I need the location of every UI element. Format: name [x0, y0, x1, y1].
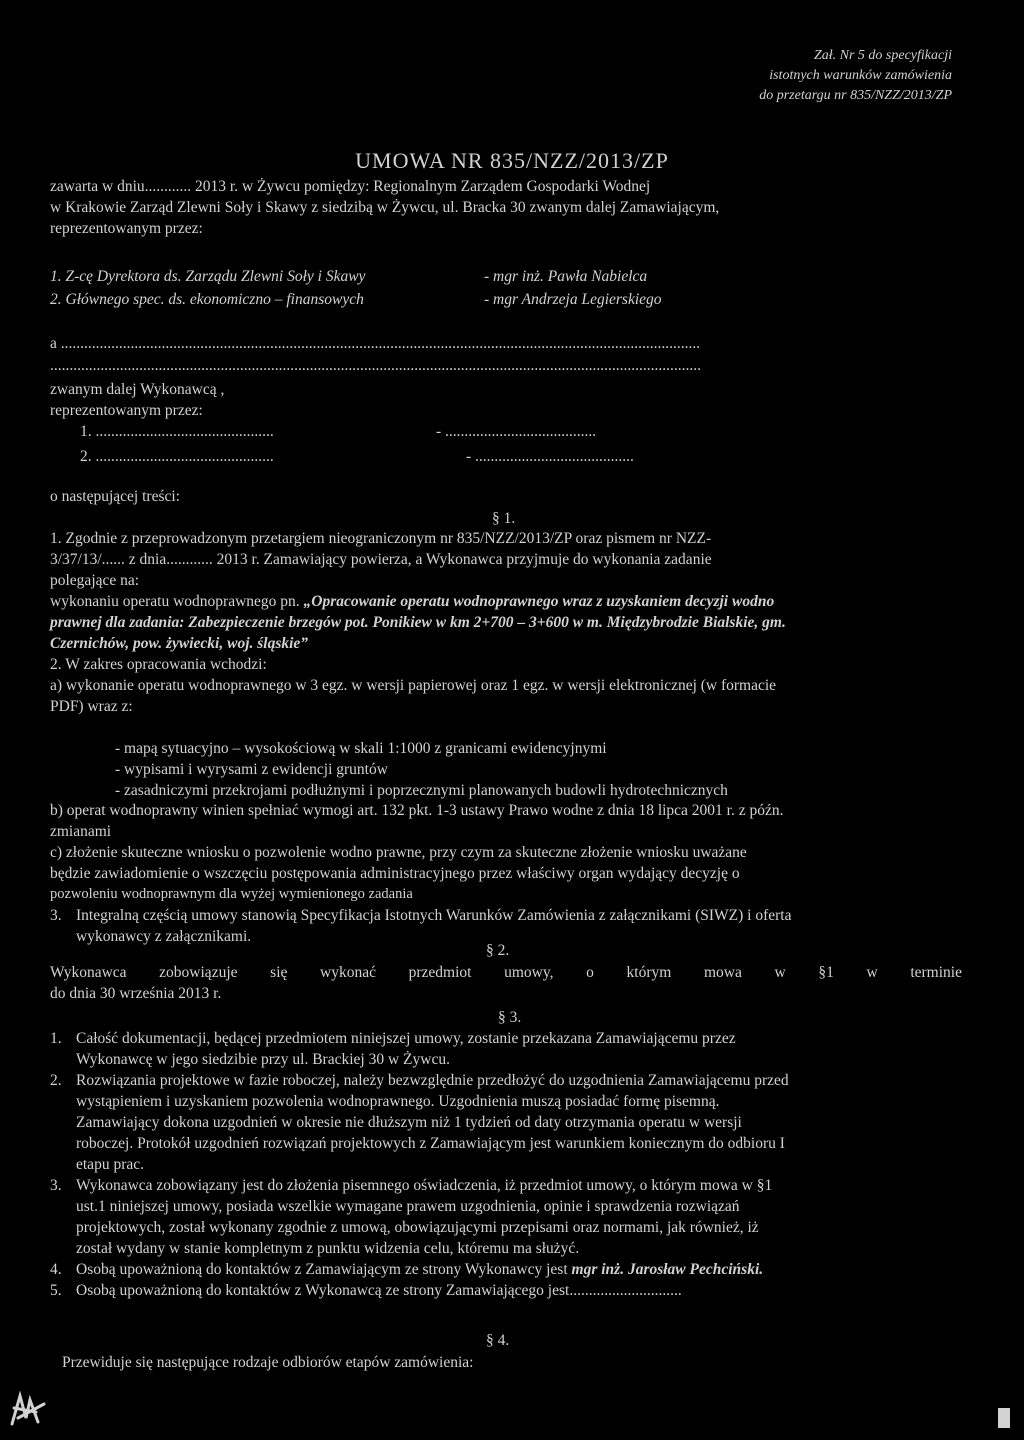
s1-item-3-num: 3. [50, 907, 62, 924]
s1-item-3 [50, 905, 962, 926]
contractor-rep-1-name: - ....................................... [436, 423, 597, 440]
contractor-rep-2-name: - ......................................... [466, 448, 634, 465]
s1-item-3-text: Integralną częścią umowy stanowią Specyfikacja Istotnych Warunków Zamówienia z załącznikami (SIWZ) i oferta [76, 907, 792, 924]
header-line-1: Zał. Nr 5 do specyfikacji [813, 48, 952, 63]
s1-item-c-2: będzie zawiadomienie o wszczęciu postępowania administracyjnego przez właściwy organ wydający decyzję o [50, 865, 740, 882]
intro-line-2: w Krakowie Zarząd Zlewni Soły i Skawy z siedzibą w Żywcu, ul. Bracka 30 zwanym dalej Zamawiającym, [50, 199, 720, 216]
s3-item-3-line-4: został wydany w stanie kompletnym z punktu widzenia celu, któremu ma służyć. [76, 1240, 580, 1257]
s1-task-title: „Opracowanie operatu wodnoprawnego wraz z uzyskaniem decyzji wodno [303, 593, 775, 610]
s3-item-1-num: 1. [50, 1030, 62, 1047]
s1-item-a-1: a) wykonanie operatu wodnoprawnego w 3 egz. w wersji papierowej oraz 1 egz. w wersji elektronicznej (w formacie [50, 677, 777, 694]
section-2-heading: § 2. [486, 942, 510, 959]
s1-line-4 [50, 591, 962, 612]
contract-title: UMOWA NR 835/NZZ/2013/ZP [355, 148, 669, 173]
s3-item-5-text: Osobą upoważnioną do kontaktów z Wykonawcą ze strony Zamawiającego jest............................. [76, 1282, 682, 1299]
s1-bullet-3: - zasadniczymi przekrojami podłużnymi i poprzecznymi planowanych budowli hydrotechnicznych [115, 782, 728, 799]
contractor-represented: reprezentowanym przez: [50, 402, 203, 419]
section-1-heading: § 1. [492, 510, 516, 527]
header-line-3: do przetargu nr 835/NZZ/2013/ZP [759, 88, 952, 103]
s3-item-3-line-1: Wykonawca zobowiązany jest do złożenia pisemnego oświadczenia, iż przedmiot umowy, o którym mowa w §1 [76, 1177, 773, 1194]
header-line-2: istotnych warunków zamówienia [769, 68, 952, 83]
s3-item-2-line-5: etapu prac. [76, 1156, 144, 1173]
representative-2-name: - mgr Andrzeja Legierskiego [484, 291, 662, 308]
contractor-line-b: ........................................................................................................................................................................ [50, 357, 701, 374]
section-1-body-cont [50, 800, 962, 947]
s1-item-b-1: b) operat wodnoprawny winien spełniać wymogi art. 132 pkt. 1-3 ustawy Prawo wodne z dnia 18 lipca 2001 r. z późn. [50, 802, 784, 819]
intro-paragraph [50, 176, 962, 239]
signature-scribble-icon [8, 1378, 52, 1428]
s3-item-2-line-2: wystąpieniem i uzyskaniem pozwolenia wodnoprawnego. Uzgodnienia muszą posiadać formę pisemną. [76, 1093, 720, 1110]
s1-scope: 2. W zakres opracowania wchodzi: [50, 656, 267, 673]
s3-item-1-line-1: Całość dokumentacji, będącej przedmiotem niniejszej umowy, zostanie przekazana Zamawiającemu przez [76, 1030, 736, 1047]
s1-task-lead: wykonaniu operatu wodnoprawnego pn. [50, 593, 304, 610]
contractor-line-a: a ..................................................................................................................................................................... [50, 335, 701, 352]
representative-1-role: 1. Z-cę Dyrektora ds. Zarządu Zlewni Soły i Skawy [50, 268, 366, 285]
contractor-called: zwanym dalej Wykonawcą , [50, 381, 225, 398]
section-3-body [50, 1028, 962, 1301]
content-label: o następującej treści: [50, 488, 180, 505]
s1-bullet-list [115, 738, 955, 801]
s1-line-3: polegające na: [50, 572, 140, 589]
representative-1-name: - mgr inż. Pawła Nabielca [484, 268, 648, 285]
representative-2-role: 2. Głównego spec. ds. ekonomiczno – finansowych [50, 291, 364, 308]
s2-line-1: Wykonawca zobowiązuje się wykonać przedmiot umowy, o którym mowa w §1 w terminie [50, 964, 962, 981]
s3-item-4-text: Osobą upoważnioną do kontaktów z Zamawiającym ze strony Wykonawcy jest [76, 1261, 572, 1278]
s1-line-6: Czernichów, pow. żywiecki, woj. śląskie” [50, 635, 309, 652]
s1-bullet-1: - mapą sytuacyjno – wysokościową w skali 1:1000 z granicami ewidencyjnymi [115, 740, 607, 757]
attachment-header [759, 46, 952, 106]
s3-item-2-line-4: roboczej. Protokół uzgodnień rozwiązań projektowych z Zamawiającym jest warunkiem koniecznym do odbioru I [76, 1135, 785, 1152]
section-1-body [50, 528, 962, 717]
s1-item-3-cont: wykonawcy z załącznikami. [76, 928, 252, 945]
s3-item-4-num: 4. [50, 1261, 62, 1278]
s3-item-2-line-3: Zamawiający dokona uzgodnień w okresie nie dłuższym niż 1 tydzień od daty otrzymania operatu w wersji [76, 1114, 742, 1131]
s1-line-2: 3/37/13/...... z dnia............ 2013 r. Zamawiający powierza, a Wykonawca przyjmuje do wykonania zadanie [50, 551, 712, 568]
section-2-body [50, 962, 962, 1004]
intro-line-1: zawarta w dniu............ 2013 r. w Żywcu pomiędzy: Regionalnym Zarządem Gospodarki Wodnej [50, 178, 651, 195]
s1-line-5: prawnej dla zadania: Zabezpieczenie brzegów pot. Ponikiew w km 2+700 – 3+600 w m. Międzybrodzie Bialskie, gm. [50, 614, 786, 631]
s1-line-1: 1. Zgodnie z przeprowadzonym przetargiem nieograniczonym nr 835/NZZ/2013/ZP oraz pismem nr NZZ- [50, 530, 712, 547]
contractor-rep-2: 2. .............................................. [80, 448, 274, 465]
s3-item-2-line-1: Rozwiązania projektowe w fazie roboczej, należy bezwzględnie przedłożyć do uzgodnienia Zamawiającemu przed [76, 1072, 789, 1089]
s3-item-3 [50, 1175, 962, 1259]
contractor-rep-1: 1. .............................................. [80, 423, 274, 440]
s1-item-b-2: zmianami [50, 823, 112, 840]
s3-item-5 [50, 1280, 962, 1301]
s3-item-2-num: 2. [50, 1072, 62, 1089]
s3-item-2 [50, 1070, 962, 1175]
s3-item-3-line-3: projektowych, został wykonany zgodnie z umową, obowiązującymi przepisami oraz normami, jak również, iż [76, 1219, 759, 1236]
s3-item-3-line-2: ust.1 niniejszej umowy, posiada wszelkie wymagane prawem uzgodnienia, opinie i sprawdzenia rozwiązań [76, 1198, 740, 1215]
s3-item-5-num: 5. [50, 1282, 62, 1299]
s1-item-c-1: c) złożenie skuteczne wniosku o pozwolenie wodno prawne, przy czym za skuteczne złożenie wniosku uważane [50, 844, 747, 861]
s3-item-4 [50, 1259, 962, 1280]
s1-item-c-3: pozwoleniu wodnoprawnym dla wyżej wymienionego zadania [50, 886, 413, 902]
section-3-heading: § 3. [498, 1009, 522, 1026]
section-4-line-1: Przewiduje się następujące rodzaje odbiorów etapów zamówienia: [62, 1354, 474, 1371]
s1-bullet-2: - wypisami i wyrysami z ewidencji gruntów [115, 761, 388, 778]
s3-item-3-num: 3. [50, 1177, 62, 1194]
s1-item-a-2: PDF) wraz z: [50, 698, 133, 715]
s2-line-2: do dnia 30 września 2013 r. [50, 985, 222, 1002]
intro-line-3: reprezentowanym przez: [50, 220, 203, 237]
s3-item-1 [50, 1028, 962, 1070]
section-4-heading: § 4. [486, 1332, 510, 1349]
page-edge-mark [998, 1408, 1010, 1428]
s3-item-4-contact: mgr inż. Jarosław Pechciński. [571, 1261, 764, 1278]
s3-item-1-line-2: Wykonawcę w jego siedzibie przy ul. Brackiej 30 w Żywcu. [76, 1051, 450, 1068]
